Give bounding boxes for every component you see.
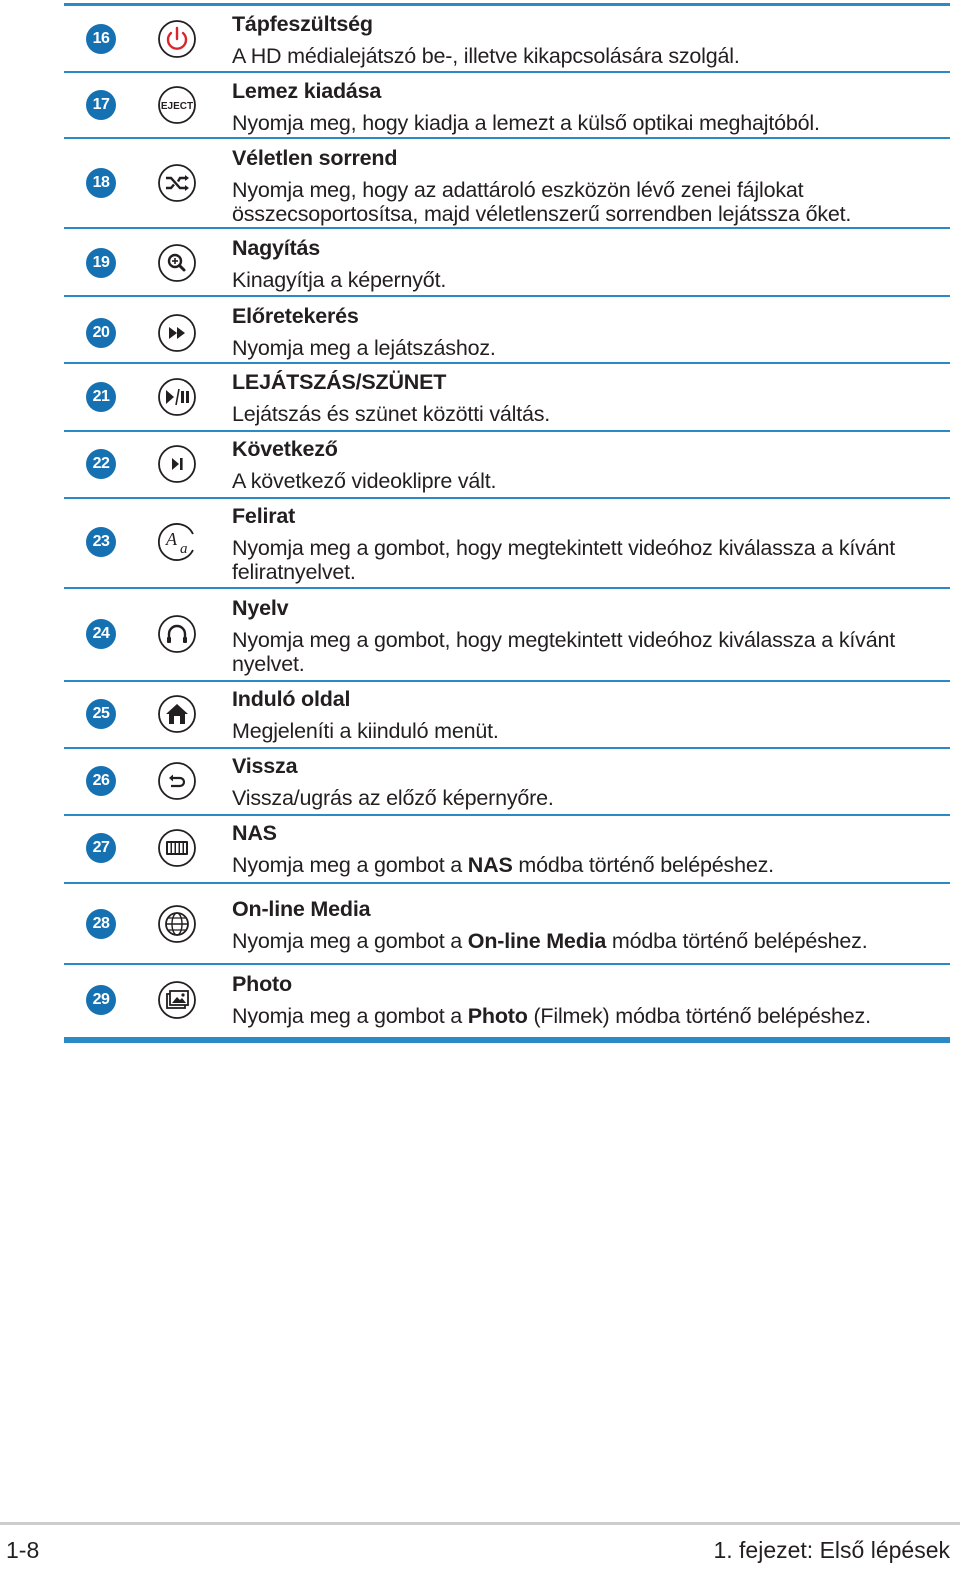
row-text [232, 79, 942, 135]
row-text [232, 821, 942, 877]
row-text [232, 370, 942, 426]
row-number-badge: 16 [86, 24, 116, 54]
zoom-icon [157, 243, 197, 283]
row-title: LEJÁTSZÁS/SZÜNET [232, 370, 447, 394]
row-title: Vissza [232, 754, 298, 778]
row-title: Következő [232, 437, 338, 461]
page-number: 1-8 [6, 1537, 40, 1563]
row-divider [64, 680, 950, 682]
row-text [232, 304, 942, 360]
table-bottom-rule [64, 1037, 950, 1043]
chapter-title: 1. fejezet: Első lépések [713, 1537, 950, 1563]
row-description: Nyomja meg, hogy kiadja a lemezt a külső optikai meghajtóból. [232, 111, 820, 135]
row-description: Kinagyítja a képernyőt. [232, 268, 447, 292]
row-number-badge: 24 [86, 619, 116, 649]
row-description: Nyomja meg a gombot, hogy megtekintett videóhoz kiválassza a kívánt nyelvet. [232, 628, 895, 676]
row-number-badge: 23 [86, 527, 116, 557]
row-title: On-line Media [232, 897, 371, 921]
nas-icon [157, 828, 197, 868]
row-description: Nyomja meg a gombot, hogy megtekintett videóhoz kiválassza a kívánt feliratnyelvet. [232, 536, 895, 584]
row-number-badge: 28 [86, 909, 116, 939]
row-divider [64, 747, 950, 749]
row-text [232, 146, 942, 226]
row-number-badge: 18 [86, 168, 116, 198]
row-text [232, 687, 942, 743]
row-description: Nyomja meg a gombot a On-line Media módba történő belépéshez. [232, 929, 868, 953]
row-text [232, 972, 942, 1028]
power-icon [157, 19, 197, 59]
fast-forward-icon [157, 313, 197, 353]
row-title: Előretekerés [232, 304, 359, 328]
row-text [232, 236, 942, 292]
row-text [232, 437, 942, 493]
row-divider [64, 882, 950, 884]
row-divider [64, 963, 950, 965]
row-description: Vissza/ugrás az előző képernyőre. [232, 786, 554, 810]
row-title: Induló oldal [232, 687, 351, 711]
language-icon [157, 614, 197, 654]
row-description: Nyomja meg a lejátszáshoz. [232, 336, 496, 360]
row-title: Photo [232, 972, 292, 996]
row-number-badge: 27 [86, 833, 116, 863]
row-number-badge: 22 [86, 449, 116, 479]
row-title: Véletlen sorrend [232, 146, 398, 170]
row-divider [64, 295, 950, 297]
row-description: A következő videoklipre vált. [232, 469, 497, 493]
row-description: Nyomja meg a gombot a NAS módba történő belépéshez. [232, 853, 774, 877]
row-text [232, 754, 942, 810]
svg-text:EJECT: EJECT [160, 101, 194, 112]
play-pause-icon [157, 377, 197, 417]
row-description: A HD médialejátszó be-, illetve kikapcsolására szolgál. [232, 44, 740, 68]
row-title: Nyelv [232, 596, 289, 620]
row-divider [64, 137, 950, 139]
row-number-badge: 29 [86, 985, 116, 1015]
row-divider [64, 497, 950, 499]
row-description: Lejátszás és szünet közötti váltás. [232, 402, 551, 426]
row-number-badge: 19 [86, 248, 116, 278]
next-icon [157, 444, 197, 484]
row-divider [64, 814, 950, 816]
row-title: Tápfeszültség [232, 12, 373, 36]
table-top-rule [64, 3, 950, 6]
row-text [232, 897, 942, 953]
row-description: Megjeleníti a kiinduló menüt. [232, 719, 499, 743]
row-title: Lemez kiadása [232, 79, 382, 103]
row-number-badge: 26 [86, 766, 116, 796]
row-divider [64, 430, 950, 432]
eject-icon [157, 85, 197, 125]
shuffle-icon [157, 163, 197, 203]
back-icon [157, 761, 197, 801]
home-icon [157, 694, 197, 734]
footer-rule [0, 1522, 960, 1525]
globe-icon [157, 904, 197, 944]
row-title: Felirat [232, 504, 296, 528]
row-number-badge: 17 [86, 90, 116, 120]
photo-icon [157, 980, 197, 1020]
svg-text:A: A [166, 529, 177, 549]
row-text [232, 12, 942, 68]
svg-text:a: a [180, 541, 188, 557]
row-divider [64, 71, 950, 73]
row-text [232, 504, 942, 584]
row-divider [64, 227, 950, 229]
row-divider [64, 362, 950, 364]
row-divider [64, 587, 950, 589]
row-text [232, 596, 942, 676]
row-description: Nyomja meg, hogy az adattároló eszközön lévő zenei fájlokat összecsoportosítsa, majd véletlenszerű sorrendben lejátssza őket. [232, 178, 852, 226]
row-description: Nyomja meg a gombot a Photo (Filmek) módba történő belépéshez. [232, 1004, 871, 1028]
subtitle-icon [157, 522, 197, 562]
row-number-badge: 21 [86, 382, 116, 412]
row-title: Nagyítás [232, 236, 321, 260]
row-number-badge: 20 [86, 318, 116, 348]
row-title: NAS [232, 821, 277, 845]
row-number-badge: 25 [86, 699, 116, 729]
